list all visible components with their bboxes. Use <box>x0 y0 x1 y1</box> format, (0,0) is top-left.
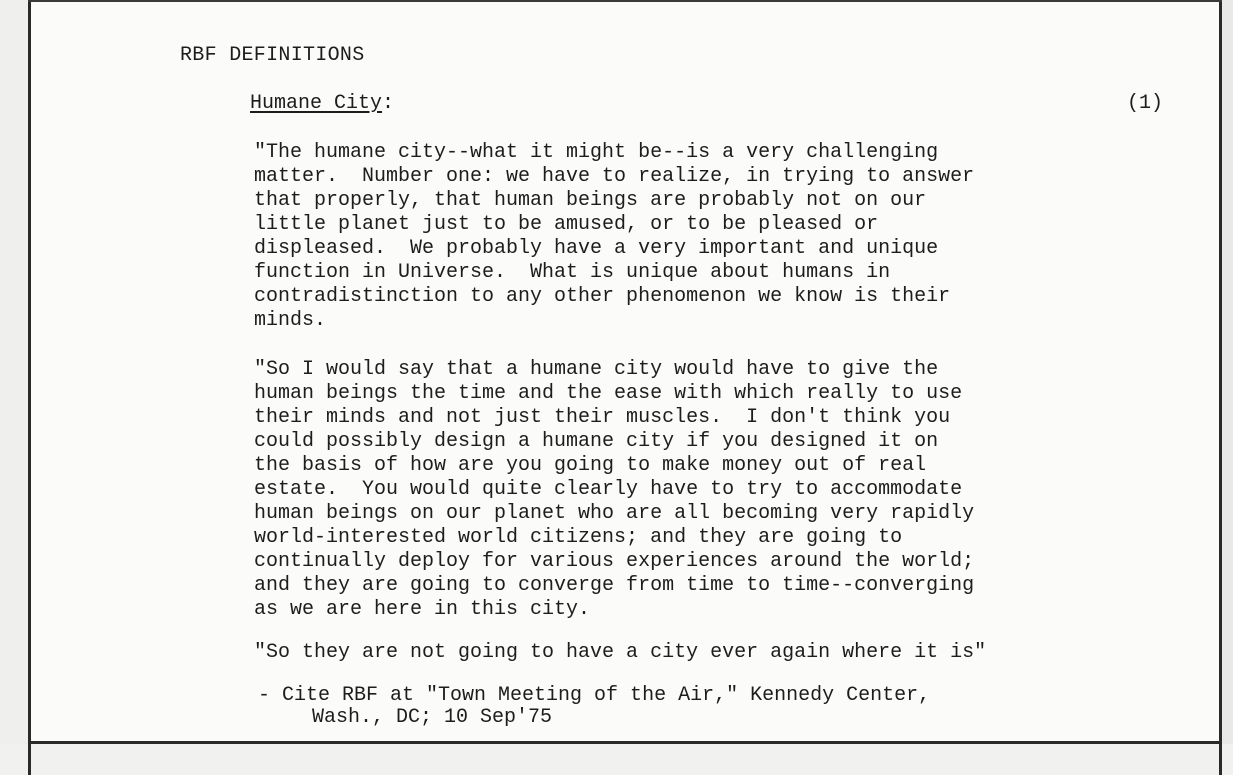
paragraph-line: contradistinction to any other phenomenon we know is their <box>254 285 951 308</box>
paragraph-line: the basis of how are you going to make money out of real <box>254 454 927 477</box>
paragraph-line: "The humane city--what it might be--is a very challenging <box>254 141 939 164</box>
paragraph-1 <box>254 141 1154 333</box>
paragraph-line: "So I would say that a humane city would have to give the <box>254 358 939 381</box>
paragraph-line: little planet just to be amused, or to be pleased or <box>254 213 879 236</box>
paragraph-line: human beings on our planet who are all becoming very rapidly <box>254 502 975 525</box>
paragraph-2 <box>254 358 1154 622</box>
term-heading <box>250 92 394 115</box>
paragraph-line: matter. Number one: we have to realize, in trying to answer <box>254 165 975 188</box>
page-number: (1) <box>1127 92 1164 115</box>
paragraph-line: estate. You would quite clearly have to try to accommodate <box>254 478 963 501</box>
paragraph-line: and they are going to converge from time to time--converging <box>254 574 975 597</box>
document-heading: RBF DEFINITIONS <box>180 44 365 67</box>
top-rule <box>28 0 1222 2</box>
next-card-edge <box>0 744 1233 775</box>
left-margin <box>0 0 28 744</box>
paragraph-line: "So they are not going to have a city ever again where it is" <box>254 641 987 664</box>
paragraph-3 <box>254 641 1154 665</box>
next-card-right-border <box>1219 744 1222 775</box>
next-card-left-border <box>28 744 31 775</box>
term-title: Humane City <box>250 92 383 115</box>
paragraph-line: that properly, that human beings are probably not on our <box>254 189 927 212</box>
paragraph-line: world-interested world citizens; and they are going to <box>254 526 903 549</box>
paragraph-line: function in Universe. What is unique about humans in <box>254 261 891 284</box>
paragraph-line: continually deploy for various experiences around the world; <box>254 550 975 573</box>
paragraph-line: human beings the time and the ease with which really to use <box>254 382 963 405</box>
paragraph-line: as we are here in this city. <box>254 598 591 621</box>
paragraph-line: their minds and not just their muscles. I don't think you <box>254 406 951 429</box>
paragraph-line: could possibly design a humane city if you designed it on <box>254 430 939 453</box>
citation <box>258 685 930 729</box>
term-colon: : <box>382 92 395 115</box>
paragraph-line: displeased. We probably have a very important and unique <box>254 237 939 260</box>
citation-line-1: - Cite RBF at "Town Meeting of the Air," Kennedy Center, <box>258 684 931 707</box>
paragraph-line: minds. <box>254 309 327 332</box>
citation-line-2: Wash., DC; 10 Sep'75 <box>312 706 553 729</box>
